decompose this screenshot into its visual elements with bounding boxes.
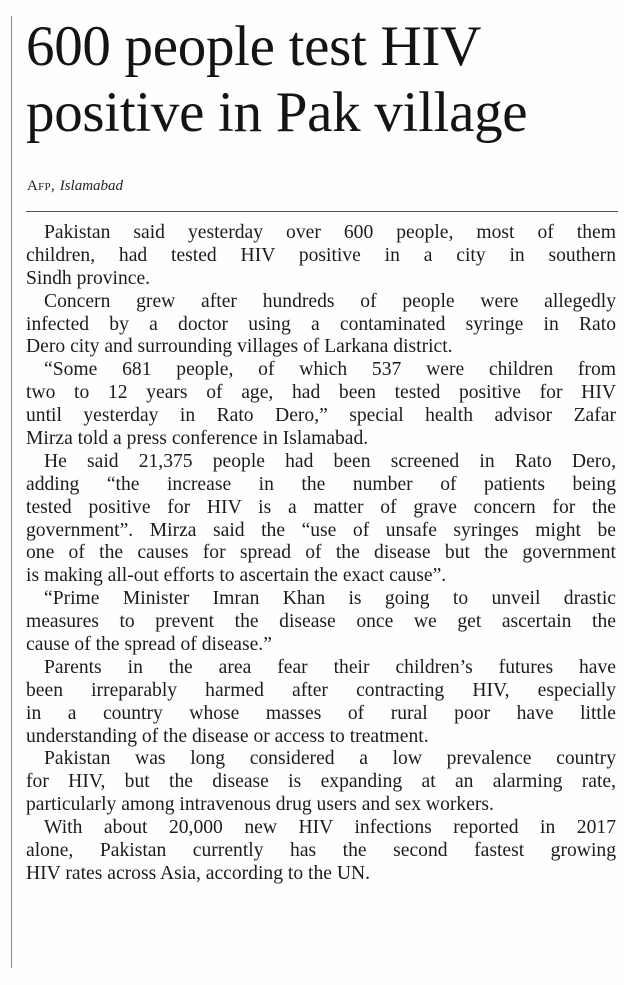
paragraph-line: particularly among intravenous drug users and sex workers. (26, 794, 494, 816)
paragraph (26, 359, 616, 451)
paragraph-line: Sindh province. (26, 267, 151, 289)
paragraph-line: HIV rates across Asia, according to the UN. (26, 862, 371, 884)
byline-place: Islamabad (59, 178, 124, 194)
paragraph (26, 748, 616, 817)
article-body (26, 222, 616, 886)
paragraph (26, 291, 616, 360)
paragraph-line: Mirza told a press conference in Islamabad. (26, 428, 369, 450)
paragraph-line: until yesterday in Rato Dero,” special health advisor Zafar (26, 405, 616, 427)
headline (26, 14, 616, 146)
column-rule (11, 16, 12, 968)
paragraph-line: in a country whose masses of rural poor have little (26, 702, 616, 724)
paragraph-line: cause of the spread of disease.” (26, 634, 272, 656)
paragraph-line: alone, Pakistan currently has the second fastest growing (26, 840, 616, 862)
paragraph-line: infected by a doctor using a contaminated syringe in Rato (26, 313, 616, 335)
paragraph (26, 817, 616, 886)
paragraph-line: measures to prevent the disease once we get ascertain the (26, 611, 616, 633)
paragraph (26, 222, 616, 291)
paragraph-line: understanding of the disease or access to treatment. (26, 725, 429, 747)
byline (27, 177, 123, 195)
paragraph-line: “Some 681 people, of which 537 were children from (44, 359, 616, 381)
paragraph (26, 451, 616, 588)
paragraph-line: Pakistan said yesterday over 600 people, most of them (44, 222, 616, 243)
paragraph-line: is making all-out efforts to ascertain the exact cause”. (26, 565, 447, 587)
byline-divider (26, 211, 618, 212)
paragraph-line: Pakistan was long considered a low prevalence country (44, 748, 616, 770)
paragraph-line: “Prime Minister Imran Khan is going to unveil drastic (44, 588, 616, 610)
paragraph-line: two to 12 years of age, had been tested positive for HIV (26, 382, 616, 404)
paragraph (26, 657, 616, 749)
paragraph-line: been irreparably harmed after contracting HIV, especially (26, 679, 616, 701)
paragraph-line: children, had tested HIV positive in a city in southern (26, 244, 616, 266)
paragraph-line: He said 21,375 people had been screened in Rato Dero, (44, 450, 616, 472)
byline-agency: Afp (27, 178, 51, 194)
paragraph-line: one of the causes for spread of the disease but the government (26, 542, 616, 564)
headline-line: positive in Pak village (26, 81, 528, 144)
headline-line: 600 people test HIV (26, 15, 481, 78)
paragraph (26, 588, 616, 657)
paragraph-line: With about 20,000 new HIV infections reported in 2017 (44, 817, 616, 839)
paragraph-line: Dero city and surrounding villages of Larkana district. (26, 336, 453, 358)
byline-separator: , (50, 178, 55, 194)
paragraph-line: Concern grew after hundreds of people were allegedly (44, 290, 616, 312)
paragraph-line: Parents in the area fear their children’s futures have (44, 656, 616, 678)
paragraph-line: for HIV, but the disease is expanding at an alarming rate, (26, 771, 616, 793)
paragraph-line: adding “the increase in the number of patients being (26, 473, 616, 495)
paragraph-line: government”. Mirza said the “use of unsafe syringes might be (26, 519, 616, 541)
paragraph-line: tested positive for HIV is a matter of grave concern for the (26, 496, 616, 518)
